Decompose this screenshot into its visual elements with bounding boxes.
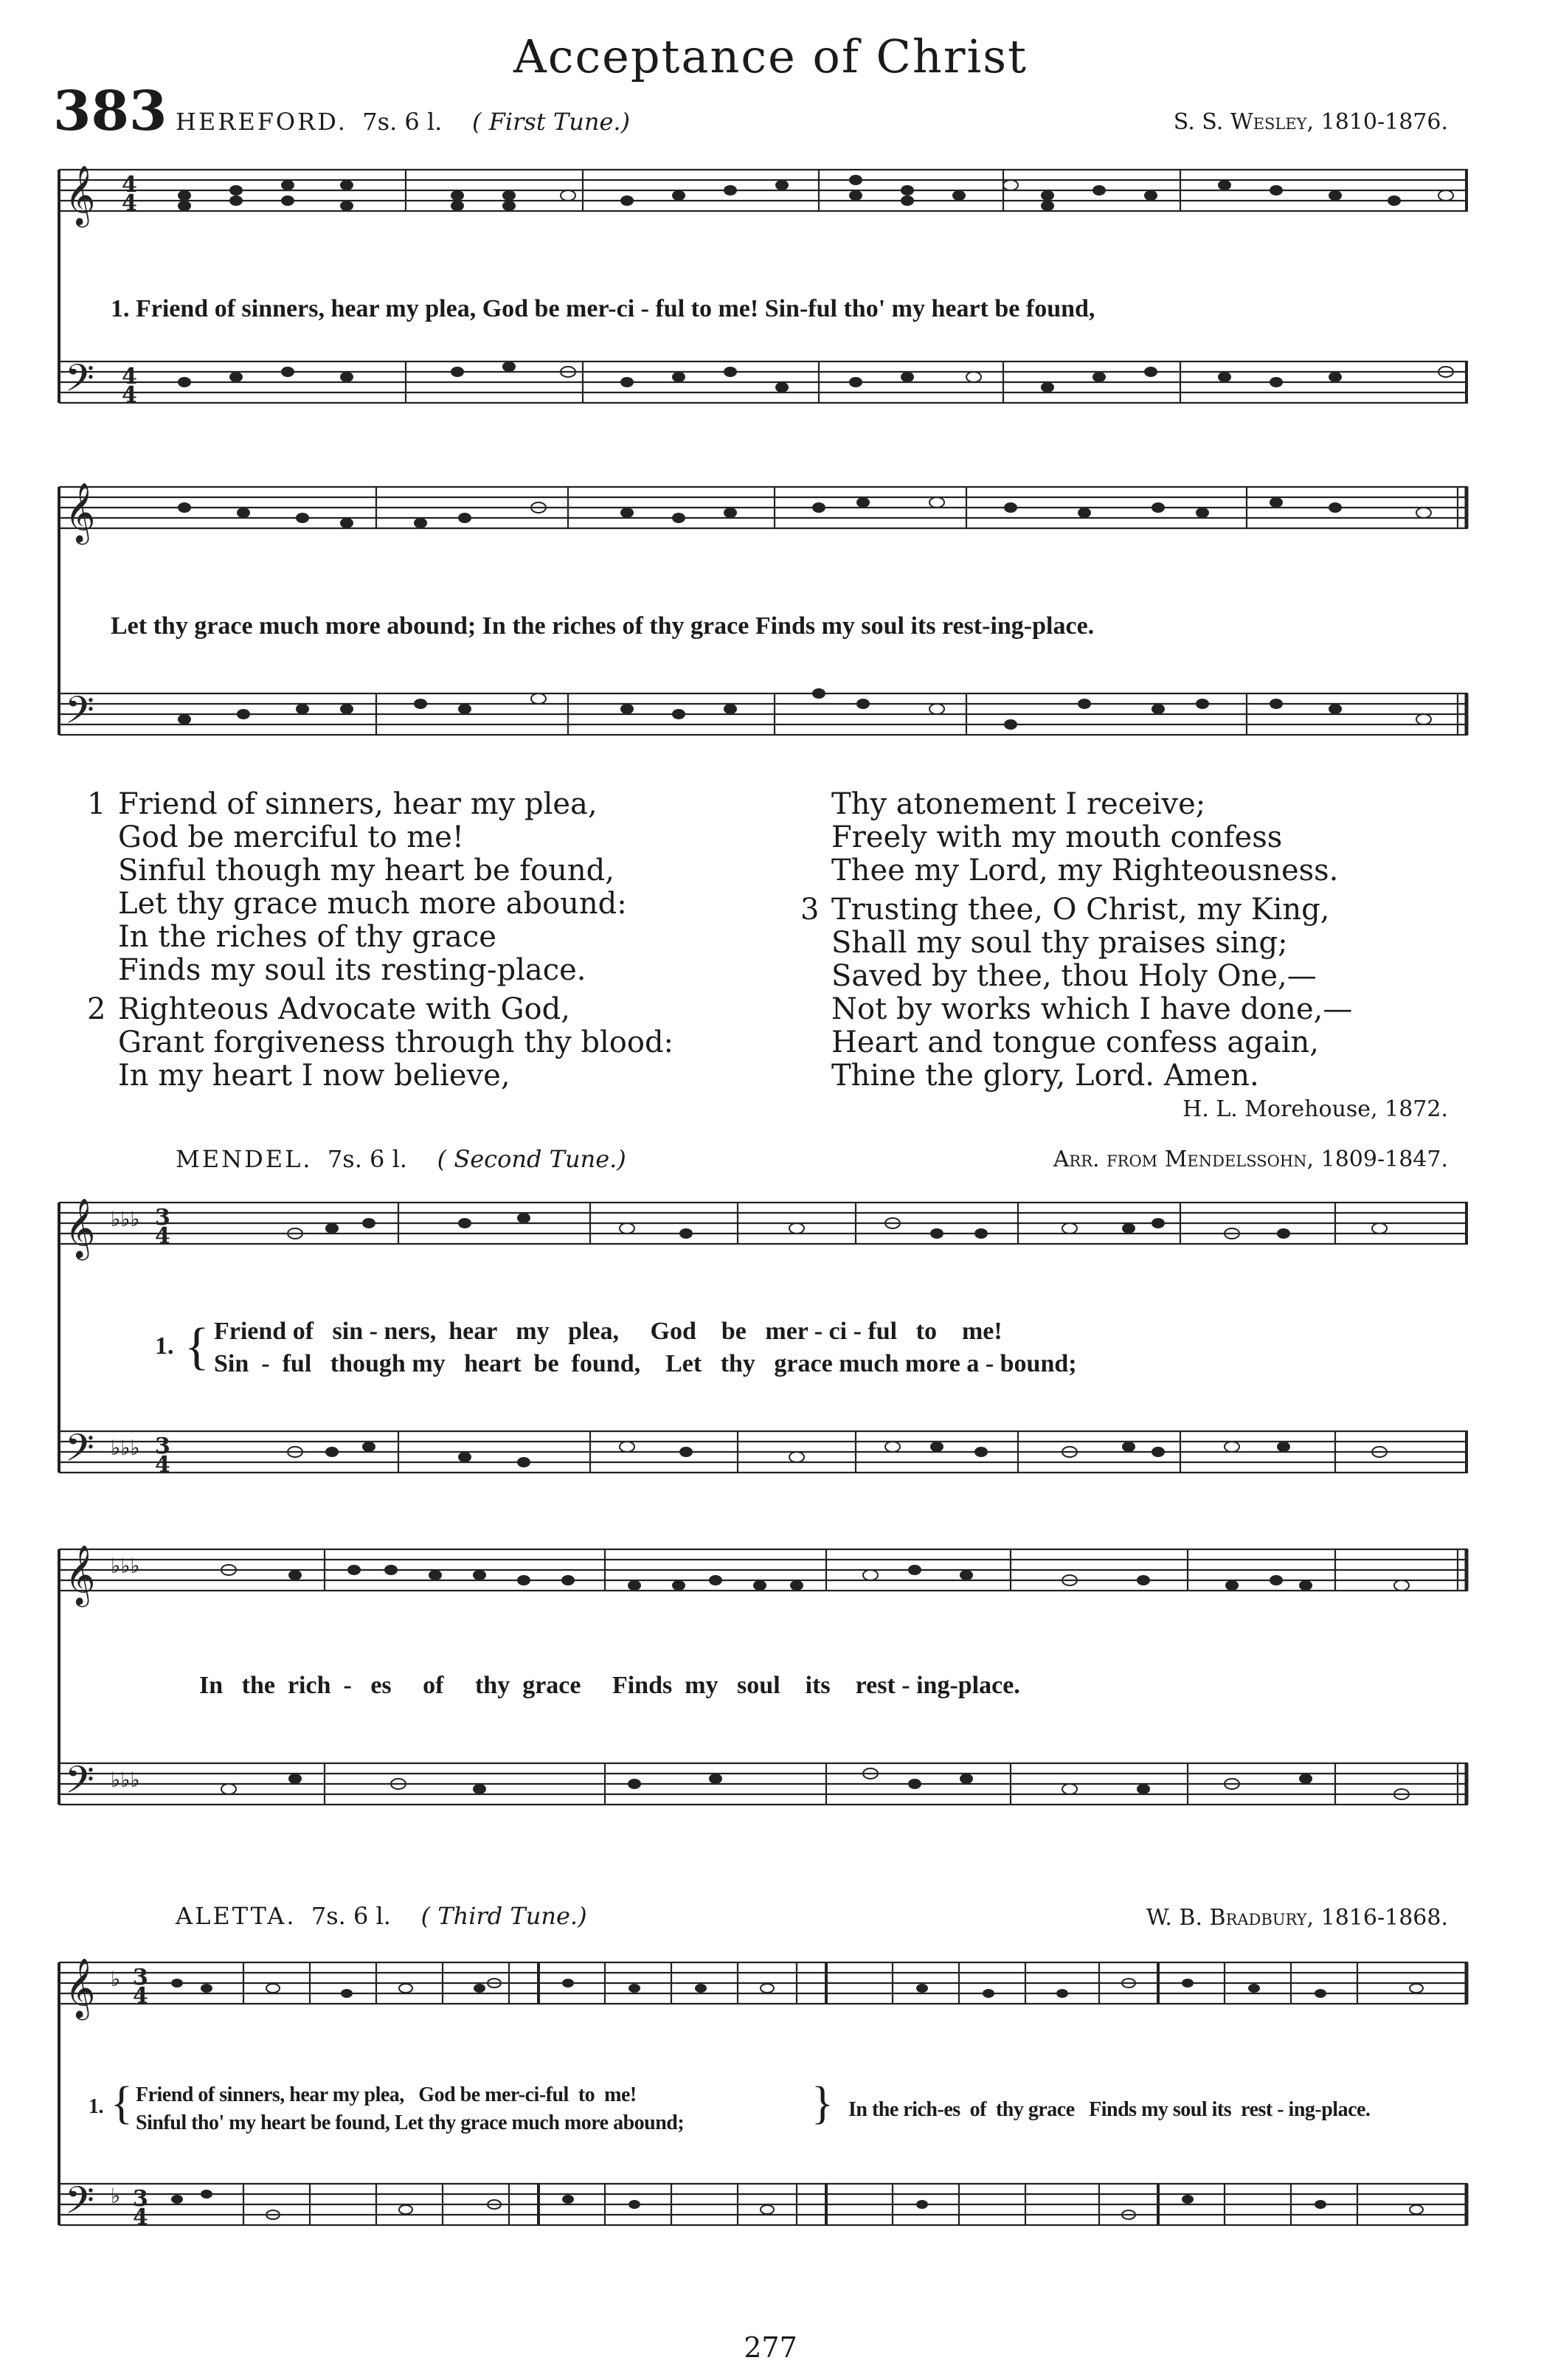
svg-text:4: 4 xyxy=(122,172,137,198)
stanzas-left-column xyxy=(87,788,673,1093)
tune-name: HEREFORD. xyxy=(176,108,347,136)
stanza xyxy=(800,788,1352,888)
stanza xyxy=(87,788,673,987)
lyrics-line: In the rich-es of thy grace Finds my soul its rest - ing-place. xyxy=(848,2098,1371,2121)
stanza xyxy=(800,893,1352,1093)
tune-order: ( Second Tune.) xyxy=(437,1145,626,1173)
page-number: 277 xyxy=(744,2331,797,2364)
music-system-aletta xyxy=(52,1948,1475,2258)
stanza xyxy=(87,993,673,1093)
svg-text:𝄢: 𝄢 xyxy=(65,688,94,741)
stanza-line: Finds my soul its resting-place. xyxy=(118,953,586,987)
stanza-number: 3 xyxy=(800,893,820,927)
music-system-mendel-1 xyxy=(52,1188,1475,1512)
stanza-line: Friend of sinners, hear my plea, xyxy=(118,787,598,821)
tune-heading-hereford xyxy=(176,108,630,136)
verse-label: 1. xyxy=(155,1332,174,1360)
stanza-line: Heart and tongue confess again, xyxy=(831,1025,1319,1059)
tune-name: MENDEL. xyxy=(176,1145,313,1173)
svg-text:♭: ♭ xyxy=(111,2184,121,2208)
stanza-number: 2 xyxy=(87,992,106,1026)
stanza-line: Trusting thee, O Christ, my King, xyxy=(831,893,1330,927)
svg-text:4: 4 xyxy=(155,1452,170,1478)
svg-text:𝄞: 𝄞 xyxy=(65,1197,96,1258)
svg-text:3: 3 xyxy=(133,2186,148,2212)
composer-credit: S. S. Wesley, 1810-1876. xyxy=(1173,109,1448,135)
stanza-number: 1 xyxy=(87,787,106,821)
svg-text:𝄞: 𝄞 xyxy=(65,482,96,542)
tune-order: ( First Tune.) xyxy=(472,108,631,136)
tune-meter: 7s. 6 l. xyxy=(327,1145,407,1173)
svg-text:𝄞: 𝄞 xyxy=(65,1544,96,1605)
svg-text:3: 3 xyxy=(133,1965,148,1990)
lyrics-line: Let thy grace much more abound; In the riches of thy grace Finds my soul its rest-ing-place. xyxy=(111,612,1095,640)
stanza-line: Not by works which I have done,— xyxy=(831,992,1353,1026)
author-credit: H. L. Morehouse, 1872. xyxy=(1182,1096,1448,1122)
lyrics-line: In the rich - es of thy grace Finds my soul its rest - ing-place. xyxy=(199,1672,1020,1699)
svg-text:𝄢: 𝄢 xyxy=(65,1425,94,1479)
stanza-line: Freely with my mouth confess xyxy=(831,820,1283,854)
svg-text:3: 3 xyxy=(155,1205,170,1231)
stanza-line: Thee my Lord, my Righteousness. xyxy=(831,854,1339,888)
svg-text:𝄞: 𝄞 xyxy=(65,1957,96,2018)
lyrics-line: Friend of sin - ners, hear my plea, God be mer - ci - ful to me! xyxy=(214,1318,1002,1345)
verse-label: 1. xyxy=(89,2095,103,2118)
svg-text:3: 3 xyxy=(155,1433,170,1459)
lyrics-block xyxy=(155,1318,1483,1391)
stanza-line: Let thy grace much more abound: xyxy=(118,887,627,921)
stanzas-right-column xyxy=(800,788,1352,1093)
svg-text:♭♭♭: ♭♭♭ xyxy=(111,1554,140,1578)
stanza-line: Righteous Advocate with God, xyxy=(118,992,570,1026)
brace: { xyxy=(184,1318,209,1375)
stanza-line: Thine the glory, Lord. Amen. xyxy=(831,1059,1259,1093)
tune-meter: 7s. 6 l. xyxy=(362,108,443,136)
stanza-line: God be merciful to me! xyxy=(118,820,464,854)
tune-meter: 7s. 6 l. xyxy=(311,1902,391,1930)
stanza-line: Shall my soul thy praises sing; xyxy=(831,926,1288,960)
svg-text:4: 4 xyxy=(155,1223,170,1249)
page-title: Acceptance of Christ xyxy=(513,30,1028,83)
svg-text:𝄢: 𝄢 xyxy=(65,2178,94,2232)
svg-text:♭: ♭ xyxy=(111,1967,121,1991)
music-system-hereford-1 xyxy=(52,155,1475,465)
tune-heading-mendel xyxy=(176,1145,626,1173)
brace: } xyxy=(811,2080,834,2128)
lyrics-block xyxy=(89,2080,1475,2154)
stanza-line: In my heart I now believe, xyxy=(118,1059,510,1093)
brace: { xyxy=(111,2080,133,2128)
lyrics-line: Sin - ful though my heart be found, Let thy grace much more a - bound; xyxy=(214,1350,1077,1377)
composer-credit: W. B. Bradbury, 1816-1868. xyxy=(1146,1905,1448,1931)
tune-heading-aletta xyxy=(176,1902,587,1930)
svg-text:𝄢: 𝄢 xyxy=(65,356,94,409)
lyrics-line: Sinful tho' my heart be found, Let thy grace much more abound; xyxy=(136,2111,685,2134)
music-system-mendel-2 xyxy=(52,1527,1475,1837)
lyrics-line: 1. Friend of sinners, hear my plea, God be mer-ci - ful to me! Sin-ful tho' my heart be found, xyxy=(111,295,1095,322)
stanza-line: Saved by thee, thou Holy One,— xyxy=(831,959,1317,993)
tune-order: ( Third Tune.) xyxy=(420,1902,587,1930)
composer-credit: Arr. from Mendelssohn, 1809-1847. xyxy=(1053,1146,1448,1172)
tune-name: ALETTA. xyxy=(176,1902,297,1930)
svg-text:4: 4 xyxy=(122,364,137,390)
stanza-line: Grant forgiveness through thy blood: xyxy=(118,1025,674,1059)
svg-text:4: 4 xyxy=(122,382,137,408)
music-system-hereford-2 xyxy=(52,472,1475,782)
svg-text:♭♭♭: ♭♭♭ xyxy=(111,1436,140,1460)
svg-text:𝄞: 𝄞 xyxy=(65,165,96,225)
stanza-line: In the riches of thy grace xyxy=(118,920,496,954)
svg-text:♭♭♭: ♭♭♭ xyxy=(111,1768,140,1792)
svg-text:4: 4 xyxy=(133,1983,148,2009)
svg-text:♭♭♭: ♭♭♭ xyxy=(111,1207,140,1231)
svg-text:4: 4 xyxy=(133,2204,148,2230)
svg-text:4: 4 xyxy=(122,190,137,216)
hymn-number: 383 xyxy=(53,80,167,143)
lyrics-line: Friend of sinners, hear my plea, God be mer-ci-ful to me! xyxy=(136,2083,637,2106)
stanza-line: Thy atonement I receive; xyxy=(831,787,1206,821)
stanza-line: Sinful though my heart be found, xyxy=(118,854,614,888)
svg-text:𝄢: 𝄢 xyxy=(65,1757,94,1811)
